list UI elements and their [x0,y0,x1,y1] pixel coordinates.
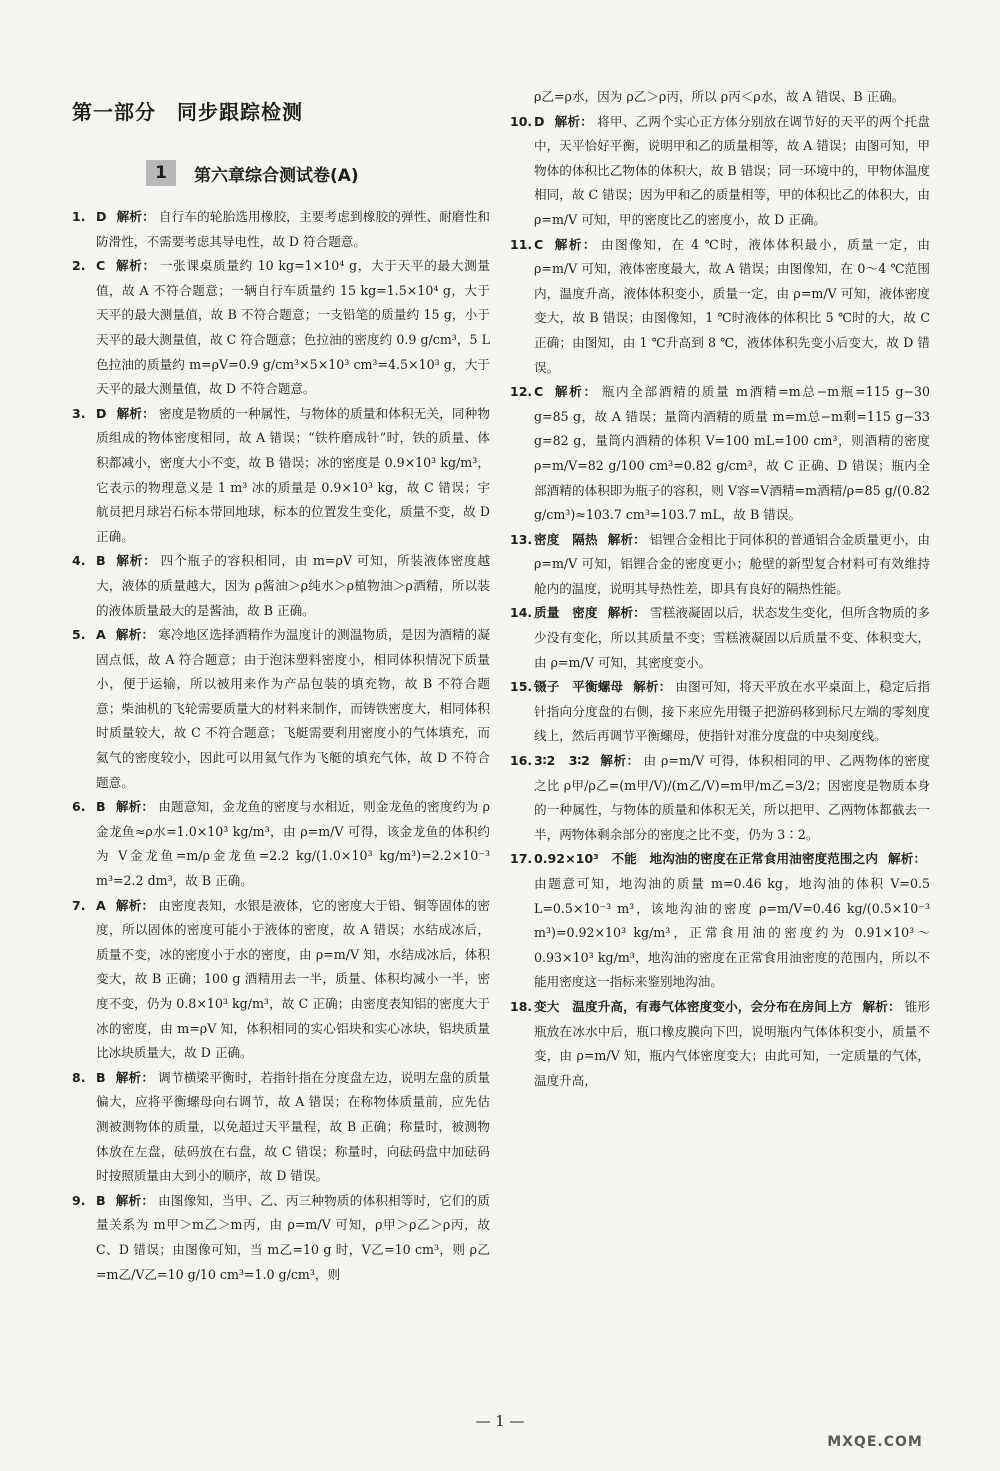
item-label: 解析： [553,384,598,400]
item-label: 解析： [115,897,155,913]
watermark-logo: MXQE.COM [827,1434,923,1450]
item-answer: B [96,553,106,569]
answer-item [72,795,490,893]
item-answer: 变大 温度升高，有毒气体密度变小，会分布在房间上方 [534,998,853,1014]
item-label: 解析： [115,1192,155,1208]
answer-item [72,894,490,1066]
item-label: 解析： [115,799,155,815]
answer-item [72,402,490,550]
item-answer: 镊子 平衡螺母 [534,679,624,695]
item-number: 10. [510,113,533,129]
item-label: 解析： [115,553,157,569]
section-title: 第一部分 同步跟踪检测 [72,100,303,124]
item-number: 13. [510,531,533,547]
item-text: 四个瓶子的容积相同，由 m=ρV 可知，所装液体密度越大，液体的质量越大，因为 ρ酱油＞ρ纯水＞ρ植物油＞ρ酒精，所以装的液体质量最大的是酱油，故 B 正确。 [96,553,491,618]
item-text: 由图像知，当甲、乙、丙三种物质的体积相等时，它们的质量关系为 m甲＞m乙＞m丙，由 ρ=m/V 可知，ρ甲＞ρ乙＞ρ丙，故 C、D 错误；由图像可知，当 m乙=10 g 时，V乙=10 cm³，则 ρ乙=m乙/V乙=10 g/10 cm³=1.0 g/cm³，则 [96,1192,491,1282]
item-text: 瓶内全部酒精的质量 m酒精=m总−m瓶=115 g−30 g=85 g，故 A 错误；量筒内酒精的质量 m=m总−m剩=115 g−33 g=82 g，量筒内酒精的体积 V=100 mL=100 cm³，则酒精的密度 ρ=m/V=82 g/100 cm³=0.82 g/cm³，故 C 正确、D 错误；瓶内全部酒精的体积即为瓶子的容积，则 V容=V酒精=m酒精/ρ=85 g/(0.82 g/cm³)≈103.7 cm³=103.7 mL，故 B 错误。 [534,384,931,523]
item-text: 由 ρ=m/V 可得，体积相同的甲、乙两物体的密度之比 ρ甲/ρ乙=(m甲/V)/(m乙/V)=m甲/m乙=3/2；因密度是物质本身的一种属性，与物体的质量和体积无关，所以把甲、乙两物体都截去一半，两物体剩余部分的密度之比不变，仍为 3∶2。 [534,753,930,842]
item-number: 6. [72,799,86,815]
item-answer: D [96,405,107,421]
answer-item [510,847,930,995]
item-answer: 密度 隔热 [534,531,598,547]
item-number: 12. [510,384,533,400]
item-number: 3. [72,405,86,421]
answer-item [510,380,930,528]
item-label: 解析： [607,605,646,621]
item-number: 17. [510,851,533,867]
item-number: 16. [510,753,533,769]
item-answer: B [96,1192,106,1208]
item-number: 18. [510,998,533,1014]
item-number: 7. [72,897,86,913]
item-text: 雪糕液凝固以后，状态发生变化，但所含物质的多少没有变化，所以其质量不变；雪糕液凝固以后质量不变、体积变大，由 ρ=m/V 可知，其密度变小。 [534,605,931,670]
item-text: 由密度表知，水银是液体，它的密度大于铅、铜等固体的密度，所以固体的密度可能小于液体的密度，故 A 错误；水结成冰后，质量不变，冰的密度小于水的密度，由 ρ=m/V 知，水结成冰后，体积变大，故 B 正确；100 g 酒精用去一半，质量、体积均减小一半，密度不变，仍为 0.8×10³ kg/m³，故 C 正确；由密度表知铝的密度大于冰的密度，由 m=ρV 知，体积相同的实心铝块和实心冰块，铝块质量比冰块质量大，故 D 正确。 [96,897,491,1061]
item-text: 锥形瓶放在冰水中后，瓶口橡皮膜向下凹，说明瓶内气体体积变小，质量不变，由 ρ=m/V 知，瓶内气体密度变大；由此可知，一定质量的气体，温度升高， [534,998,931,1088]
item-label: 解析： [116,405,155,421]
answer-item [72,1189,490,1287]
item-text: 调节横梁平衡时，若指针指在分度盘左边，说明左盘的质量偏大，应将平衡螺母向右调节，故 A 错误；在称物体质量前，应先估测被测物体的质量，以免超过天平量程，故 B 正确；称量时，被测物体放在左盘，砝码放在右盘，故 C 错误；称量时，向砝码盘中加砝码时按照质量由大到小的顺序，故 D 错误。 [96,1069,491,1184]
item-label: 解析： [115,627,155,643]
item-answer: D [96,209,107,224]
item-text: 由题意知，金龙鱼的密度与水相近，则金龙鱼的密度约为 ρ金龙鱼≈ρ水=1.0×10³ kg/m³，由 ρ=m/V 可得，该金龙鱼的体积约为 V金龙鱼=m/ρ金龙鱼=2.2 kg/(1.0×10³ kg/m³)=2.2×10⁻³ m³=2.2 dm³，故 B 正确。 [96,799,490,889]
item-answer: D [534,113,545,129]
item-text: 自行车的轮胎选用橡胶，主要考虑到橡胶的弹性、耐磨性和防滑性，不需要考虑其导电性，故 D 符合题意。 [96,209,491,249]
answer-item [510,995,930,1093]
item-number: 15. [510,679,533,695]
answer-item [510,601,930,675]
continuation-text: ρ乙=ρ水，因为 ρ乙＞ρ丙，所以 ρ丙＜ρ水，故 A 错误、B 正确。 [534,89,905,104]
item-number: 11. [510,236,533,252]
answer-item [72,623,490,795]
item-answer: A [96,627,106,643]
item-answer: C [534,384,544,400]
item-text: 由图像知，在 4 ℃时，液体体积最小，质量一定，由 ρ=m/V 可知，液体密度最大，故 A 错误；由图像知，在 0～4 ℃范围内，温度升高，液体体积变小，质量一定，由 ρ=m/V 可知，液体密度变大，故 B 错误；由图像知，1 ℃时液体的体积比 5 ℃时的大，故 C 正确；由图知，由 1 ℃升高到 8 ℃，液体体积先变小后变大，故 D 错误。 [534,236,930,375]
right-answer-list [510,85,930,1093]
page-number: — 1 — [475,1412,525,1430]
item-label: 解析： [553,236,598,252]
answer-item [510,110,930,233]
item-label: 解析： [554,113,594,129]
item-label: 解析： [633,679,672,695]
item-label: 解析： [862,998,901,1014]
item-text: 一张课桌质量约 10 kg=1×10⁴ g，大于天平的最大测量值，故 A 不符合题意；一辆自行车质量约 15 kg=1.5×10⁴ g，大于天平的最大测量值，故 B 不符合题意；一支铅笔的质量约 15 g，小于天平的最大测量值，故 C 符合题意；色拉油的密度约 0.9 g/cm³，5 L 色拉油的质量约 m=ρV=0.9 g/cm³×5×10³ cm³=4.5×10³ g，大于天平的最大测量值，故 D 不符合题意。 [96,258,491,397]
answer-item [72,1066,490,1189]
item-number: 2. [72,258,86,274]
item-answer: 质量 密度 [534,605,598,621]
answer-item [510,749,930,847]
answer-item [510,233,930,381]
item-text: 铝锂合金相比于同体积的普通铝合金质量更小，由 ρ=m/V 可知，铝锂合金的密度更小；舱壁的新型复合材料可有效维持舱内的温度，说明其导热性差，即具有良好的隔热性能。 [534,531,931,596]
item-answer: 0.92×10³ 不能 地沟油的密度在正常食用油密度范围之内 [534,851,879,867]
item-number: 14. [510,605,533,621]
item-number: 8. [72,1069,86,1085]
item-answer: 3∶2 3∶2 [534,753,590,769]
item-answer: C [534,236,544,252]
item-text: 由图可知，将天平放在水平桌面上，稳定后指针指向分度盘的右侧，接下来应先用镊子把游码移到标尺左端的零刻度线上，然后再调节平衡螺母，使指针对准分度盘的中央刻度线。 [534,679,931,744]
answer-item [72,254,490,402]
item-label: 解析： [116,209,155,224]
item-number: 5. [72,627,86,643]
item-number: 9. [72,1192,86,1208]
answer-item [510,675,930,749]
answer-item [72,549,490,623]
chapter-title: 第六章综合测试卷(A) [194,165,359,186]
chapter-number: 1 [146,160,176,186]
chapter-heading [146,160,359,186]
item-label: 解析： [888,851,926,867]
item-text: 寒冷地区选择酒精作为温度计的测温物质，是因为酒精的凝固点低，故 A 符合题意；由于泡沫塑料密度小，相同体积情况下质量小，便于运输，所以被用来作为产品包装的填充物，故 B 不符合题意；柴油机的飞轮需要质量大的材料来制作，而铸铁密度大，相同体积时质量较大，故 C 不符合题意；飞艇需要利用密度小的气体填充，而氦气的密度较小，因此可以用氦气作为飞艇的填充气体，故 D 不符合题意。 [96,627,491,790]
item-answer: B [96,799,106,815]
answer-item [510,528,930,602]
answer-item [72,205,490,254]
item-number: 4. [72,553,86,569]
item-text: 将甲、乙两个实心正方体分别放在调节好的天平的两个托盘中，天平恰好平衡，说明甲和乙的质量相等，故 A 错误；由图可知，甲物体的体积比乙物体的体积大，故 B 错误；同一环境中的，甲物体温度相同，故 C 错误；因为甲和乙的质量相等，甲的体积比乙的体积大，由 ρ=m/V 可知，甲的密度比乙的密度小，故 D 正确。 [534,113,931,227]
item-label: 解析： [607,531,646,547]
left-answer-list [72,205,490,1287]
item-answer: C [96,258,106,274]
item-number: 1. [72,209,86,224]
item-label: 解析： [599,753,640,769]
item-label: 解析： [115,258,156,274]
item-text: 由题意可知，地沟油的质量 m=0.46 kg，地沟油的体积 V=0.5 L=0.5×10⁻³ m³，该地沟油的密度 ρ=m/V=0.46 kg/(0.5×10⁻³ m³)=0.92×10³ kg/m³，正常食用油的密度约为 0.91×10³～0.93×10³ kg/m³，地沟油的密度在正常食用油密度的范围内，所以不能用密度这一指标来鉴别地沟油。 [534,876,930,990]
item-label: 解析： [115,1069,155,1085]
item-answer: A [96,897,106,913]
item-text: 密度是物质的一种属性，与物体的质量和体积无关，同种物质组成的物体密度相同，故 A 错误；“铁杵磨成针”时，铁的质量、体积都减小，密度大小不变，故 B 错误；冰的密度是 0.9×10³ kg/m³，它表示的物理意义是 1 m³ 冰的质量是 0.9×10³ kg，故 C 错误；宇航员把月球岩石标本带回地球，标本的位置发生变化，质量不变，故 D 正确。 [96,405,491,544]
item-answer: B [96,1069,106,1085]
